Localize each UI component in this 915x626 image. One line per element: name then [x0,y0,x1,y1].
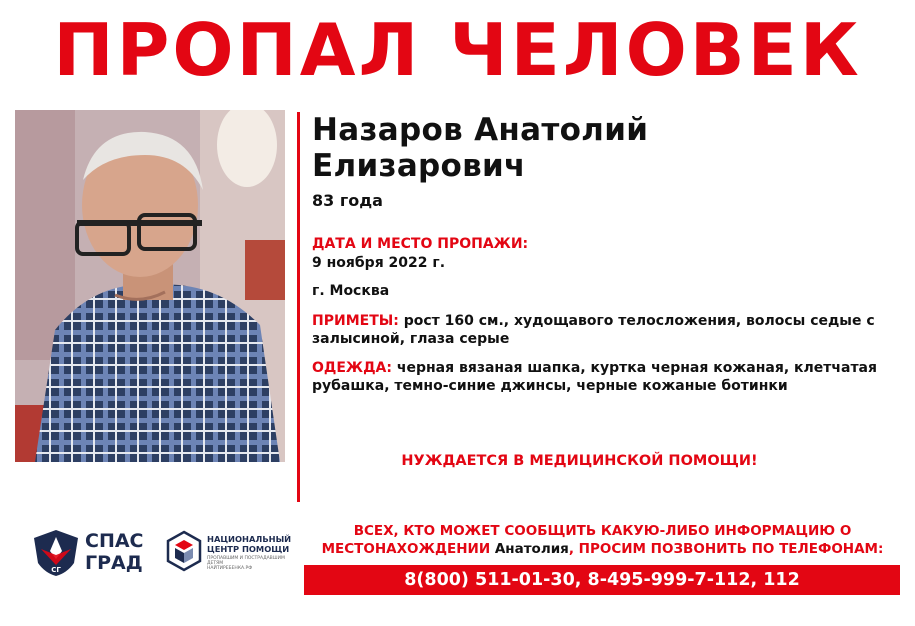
appeal-person-name: Анатолия [494,541,569,557]
signs-block [312,312,902,348]
appeal-line1: ВСЕХ, КТО МОЖЕТ СООБЩИТЬ КАКУЮ-ЛИБО ИНФОРМАЦИЮ О [353,523,852,539]
spas-grad-line2: ГРАД [85,552,143,574]
spas-grad-line1: СПАС [85,530,144,552]
appeal-text [305,522,900,558]
spas-grad-logo [33,529,153,579]
clothes-text: черная вязаная шапка, куртка черная кожаная, клетчатая рубашка, темно-синие джинсы, черные кожаные ботинки [312,360,877,394]
spas-grad-shield-icon [33,529,79,577]
spas-grad-emblem-text: СГ [51,566,61,574]
nc-line4: НАЙТИРЕБЕНКА.РФ [207,566,253,571]
signs-label: ПРИМЕТЫ: [312,313,399,329]
nc-line1: НАЦИОНАЛЬНЫЙ [207,534,292,544]
clothes-block [312,359,902,395]
nc-line3: ПРОПАВШИМ И ПОСТРАДАВШИМ ДЕТЯМ [207,556,285,566]
person-name-line1: Назаров Анатолий [312,112,649,148]
person-name-line2: Елизарович [312,148,526,184]
signs-text: рост 160 см., худощавого телосложения, волосы седые с залысиной, глаза серые [312,313,875,347]
national-center-logo [165,530,290,578]
appeal-line2 [305,540,900,558]
person-age: 83 года [312,191,383,210]
appeal-line2-start: МЕСТОНАХОЖДЕНИИ [321,541,491,557]
national-center-subtitle [207,556,297,571]
date-place-label: ДАТА И МЕСТО ПРОПАЖИ: [312,236,529,252]
spas-grad-wordmark [85,530,144,574]
phone-numbers-bar: 8(800) 511-01-30, 8-495-999-7-112, 112 [304,565,900,595]
person-name [312,112,907,184]
missing-person-photo [15,110,285,462]
appeal-line2-end: , ПРОСИМ ПОЗВОНИТЬ ПО ТЕЛЕФОНАМ: [568,541,884,557]
page-title: ПРОПАЛ ЧЕЛОВЕК [53,8,862,92]
divider-line [297,112,300,502]
clothes-label: ОДЕЖДА: [312,360,392,376]
medical-notice: НУЖДАЕТСЯ В МЕДИЦИНСКОЙ ПОМОЩИ! [401,453,758,469]
national-center-wordmark [207,534,291,554]
info-panel [312,112,907,394]
nc-line2: ЦЕНТР ПОМОЩИ [207,544,290,554]
disappearance-place: г. Москва [312,283,390,299]
national-center-emblem-icon [165,530,203,574]
disappearance-date: 9 ноября 2022 г. [312,255,446,271]
